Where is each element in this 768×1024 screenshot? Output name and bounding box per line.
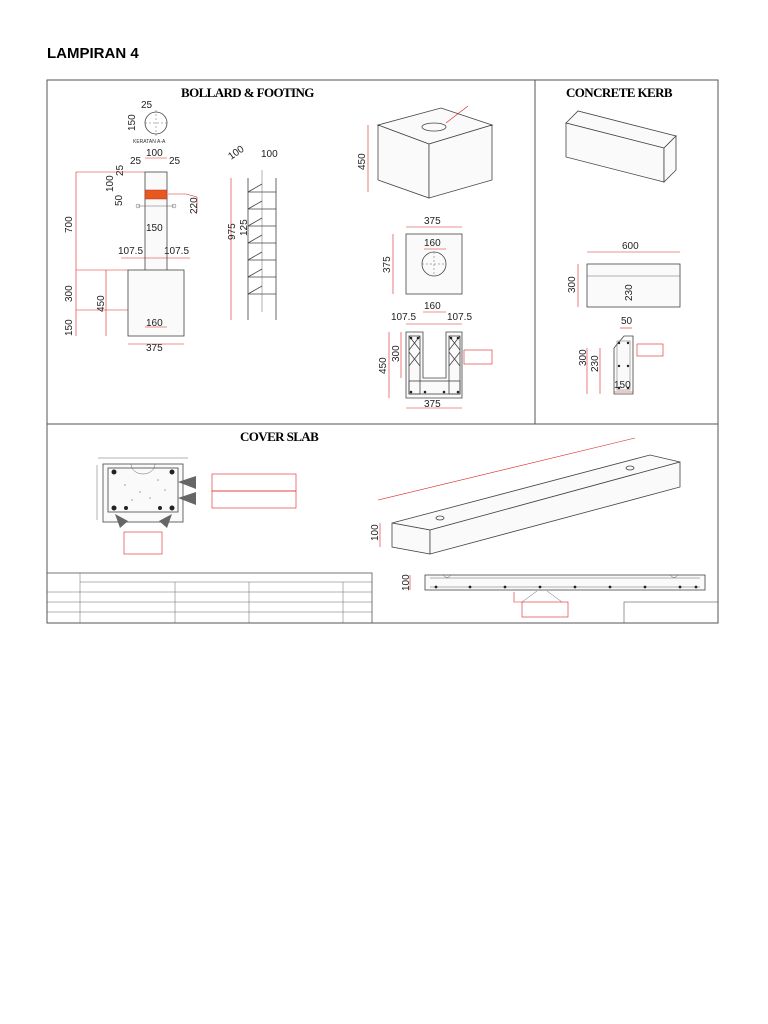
dim-300-sec: 300: [391, 345, 402, 362]
dim-375-sec: 375: [424, 399, 441, 410]
dim-25-left-v: 25: [115, 164, 126, 176]
section-aa-label: KERATAN A-A: [133, 139, 166, 145]
dim-975: 975: [227, 223, 238, 240]
dim-25-right: 25: [169, 156, 181, 167]
bollard-section-title: BOLLARD & FOOTING: [181, 85, 314, 100]
dim-700: 700: [64, 216, 75, 233]
title-block: [624, 602, 718, 623]
dim-100-left: 100: [105, 175, 116, 192]
dim-150-section: 150: [127, 114, 138, 131]
dim-375-plan-v: 375: [382, 256, 393, 273]
slab-section-title: COVER SLAB: [240, 429, 319, 444]
dim-107-5-sec-right: 107.5: [447, 312, 473, 323]
dim-160-plan: 160: [424, 238, 441, 249]
dim-450-footing: 450: [96, 295, 107, 312]
dim-150-kerb-sec: 150: [614, 380, 631, 391]
dim-450-sec: 450: [378, 357, 389, 374]
dim-160: 160: [146, 318, 163, 329]
dim-150-post: 150: [146, 223, 163, 234]
bollard-reinforcement: [226, 144, 278, 320]
dim-100-ladder-a: 100: [226, 143, 247, 163]
dim-375-plan: 375: [424, 216, 441, 227]
dim-107-5-right: 107.5: [164, 246, 190, 257]
slab-iso: [370, 438, 680, 554]
dim-230-kerb-sec: 230: [590, 355, 601, 372]
dim-25-left: 25: [130, 156, 142, 167]
dim-600: 600: [622, 241, 639, 252]
dim-100-slab-iso: 100: [370, 524, 381, 541]
dim-107-5-left: 107.5: [118, 246, 144, 257]
schedule-table: [47, 573, 372, 623]
bollard-elevation: [64, 148, 200, 354]
dim-220-right: 220: [189, 197, 200, 214]
dim-300-kerb: 300: [567, 276, 578, 293]
dim-230-kerb: 230: [624, 284, 635, 301]
kerb-iso: [566, 111, 676, 182]
reflective-band: [145, 190, 167, 199]
page-title: LAMPIRAN 4: [47, 45, 139, 62]
slab-cross-section: [97, 458, 296, 554]
kerb-section: [578, 316, 663, 394]
dim-125: 125: [239, 219, 250, 236]
dim-50-kerb: 50: [621, 316, 633, 327]
dim-450-iso: 450: [357, 153, 368, 170]
dim-107-5-sec-left: 107.5: [391, 312, 417, 323]
dim-100-top: 100: [146, 148, 163, 159]
dim-100-slab-long: 100: [401, 574, 412, 591]
dim-300-kerb-sec: 300: [578, 349, 589, 366]
footing-iso: [357, 106, 492, 198]
dim-100-ladder-b: 100: [261, 149, 278, 160]
dim-50-left: 50: [114, 194, 125, 206]
dim-375: 375: [146, 343, 163, 354]
footing-plan: [382, 216, 462, 294]
slab-long-section: [401, 574, 705, 617]
kerb-elevation: [567, 241, 680, 307]
dim-160-sec: 160: [424, 301, 441, 312]
dim-25-top: 25: [141, 100, 153, 111]
footing-section: [378, 301, 492, 410]
dim-150-base: 150: [64, 319, 75, 336]
dim-300: 300: [64, 285, 75, 302]
kerb-section-title: CONCRETE KERB: [566, 85, 672, 100]
bollard-section-aa: [127, 100, 167, 145]
